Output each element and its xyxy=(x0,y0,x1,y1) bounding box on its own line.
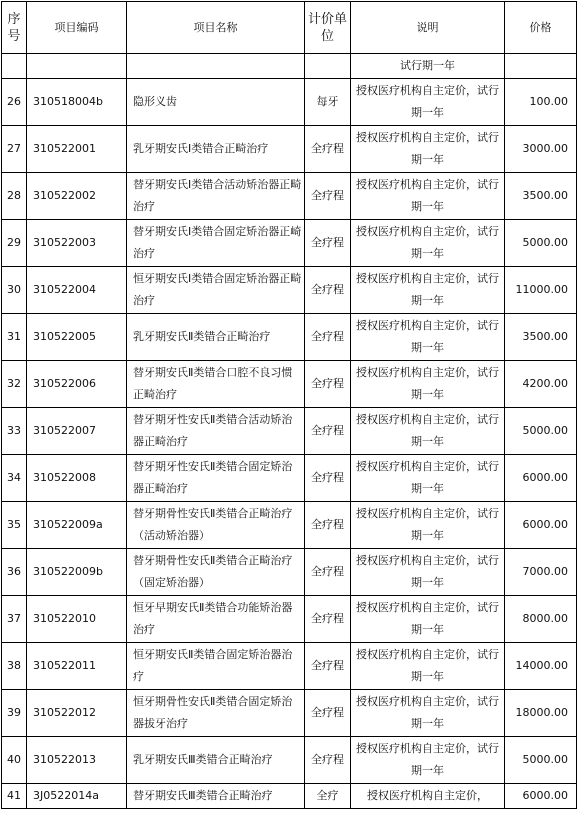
cell-code: 310522003 xyxy=(27,220,127,267)
cell-price: 5000.00 xyxy=(505,408,577,455)
cell-desc: 授权医疗机构自主定价，试行期一年 xyxy=(351,596,505,643)
cell-name: 乳牙期安氏Ⅱ类错合正畸治疗 xyxy=(127,314,305,361)
cell-unit: 全疗程 xyxy=(305,408,351,455)
cell-desc: 授权医疗机构自主定价，试行期一年 xyxy=(351,455,505,502)
cell-name: 隐形义齿 xyxy=(127,79,305,126)
cell-code: 310518004b xyxy=(27,79,127,126)
cell-index xyxy=(2,54,27,79)
header-desc: 说明 xyxy=(351,2,505,54)
table-row xyxy=(2,267,577,314)
cell-desc: 授权医疗机构自主定价，试行期一年 xyxy=(351,502,505,549)
cell-price xyxy=(505,54,577,79)
cell-price: 3000.00 xyxy=(505,126,577,173)
cell-unit: 全疗程 xyxy=(305,267,351,314)
cell-index: 26 xyxy=(2,79,27,126)
cell-name: 替牙期安氏Ⅰ类错合活动矫治器正畸治疗 xyxy=(127,173,305,220)
continuation-row xyxy=(2,54,577,79)
cell-unit: 全疗程 xyxy=(305,643,351,690)
cell-desc: 授权医疗机构自主定价，试行期一年 xyxy=(351,267,505,314)
cell-name: 恒牙期骨性安氏Ⅱ类错合固定矫治器拔牙治疗 xyxy=(127,690,305,737)
cell-desc: 授权医疗机构自主定价，试行期一年 xyxy=(351,408,505,455)
cell-index: 41 xyxy=(2,784,27,809)
cell-unit: 全疗 xyxy=(305,784,351,809)
cell-price: 5000.00 xyxy=(505,220,577,267)
cell-desc: 授权医疗机构自主定价，试行期一年 xyxy=(351,79,505,126)
cell-code: 310522004 xyxy=(27,267,127,314)
cell-index: 30 xyxy=(2,267,27,314)
cell-price: 3500.00 xyxy=(505,173,577,220)
cell-price: 3500.00 xyxy=(505,314,577,361)
table-row xyxy=(2,314,577,361)
cell-unit: 全疗程 xyxy=(305,361,351,408)
cell-name xyxy=(127,54,305,79)
cell-price: 5000.00 xyxy=(505,737,577,784)
cell-price: 6000.00 xyxy=(505,502,577,549)
cell-name: 恒牙期安氏Ⅱ类错合固定矫治器治疗 xyxy=(127,643,305,690)
cell-desc: 授权医疗机构自主定价，试行期一年 xyxy=(351,220,505,267)
cell-unit: 全疗程 xyxy=(305,126,351,173)
cell-index: 27 xyxy=(2,126,27,173)
cell-name: 替牙期骨性安氏Ⅱ类错合正畸治疗（固定矫治器） xyxy=(127,549,305,596)
cell-name: 恒牙早期安氏Ⅱ类错合功能矫治器治疗 xyxy=(127,596,305,643)
cell-price: 4200.00 xyxy=(505,361,577,408)
cell-price: 14000.00 xyxy=(505,643,577,690)
cell-unit: 全疗程 xyxy=(305,314,351,361)
table-row xyxy=(2,643,577,690)
header-row xyxy=(2,2,577,54)
cell-unit: 全疗程 xyxy=(305,220,351,267)
cell-price: 11000.00 xyxy=(505,267,577,314)
table-row xyxy=(2,549,577,596)
cell-code: 310522009b xyxy=(27,549,127,596)
cell-desc: 授权医疗机构自主定价， xyxy=(351,784,505,809)
cell-index: 37 xyxy=(2,596,27,643)
cell-code: 310522013 xyxy=(27,737,127,784)
cell-desc: 试行期一年 xyxy=(351,54,505,79)
cell-unit: 全疗程 xyxy=(305,455,351,502)
cell-desc: 授权医疗机构自主定价，试行期一年 xyxy=(351,126,505,173)
cell-code: 310522012 xyxy=(27,690,127,737)
table-row xyxy=(2,502,577,549)
cell-index: 38 xyxy=(2,643,27,690)
cell-unit: 全疗程 xyxy=(305,173,351,220)
cell-unit: 全疗程 xyxy=(305,596,351,643)
cell-price: 100.00 xyxy=(505,79,577,126)
table-row xyxy=(2,408,577,455)
cell-code: 310522010 xyxy=(27,596,127,643)
cell-name: 乳牙期安氏Ⅰ类错合正畸治疗 xyxy=(127,126,305,173)
table-row xyxy=(2,455,577,502)
cell-code: 310522008 xyxy=(27,455,127,502)
cell-name: 乳牙期安氏Ⅲ类错合正畸治疗 xyxy=(127,737,305,784)
table-row xyxy=(2,596,577,643)
cell-unit: 全疗程 xyxy=(305,502,351,549)
cell-price: 6000.00 xyxy=(505,784,577,809)
table-row xyxy=(2,79,577,126)
cell-desc: 授权医疗机构自主定价，试行期一年 xyxy=(351,361,505,408)
cell-index: 29 xyxy=(2,220,27,267)
header-name: 项目名称 xyxy=(127,2,305,54)
cell-code: 310522007 xyxy=(27,408,127,455)
cell-price: 18000.00 xyxy=(505,690,577,737)
cell-unit: 全疗程 xyxy=(305,737,351,784)
table-row xyxy=(2,784,577,809)
table-row xyxy=(2,361,577,408)
cell-name: 替牙期牙性安氏Ⅱ类错合活动矫治器正畸治疗 xyxy=(127,408,305,455)
cell-code: 310522005 xyxy=(27,314,127,361)
cell-index: 36 xyxy=(2,549,27,596)
table-row xyxy=(2,220,577,267)
cell-desc: 授权医疗机构自主定价，试行期一年 xyxy=(351,173,505,220)
header-price: 价格 xyxy=(505,2,577,54)
cell-code xyxy=(27,54,127,79)
price-table xyxy=(1,1,577,809)
cell-desc: 授权医疗机构自主定价，试行期一年 xyxy=(351,737,505,784)
cell-price: 8000.00 xyxy=(505,596,577,643)
cell-index: 34 xyxy=(2,455,27,502)
cell-desc: 授权医疗机构自主定价，试行期一年 xyxy=(351,690,505,737)
cell-index: 40 xyxy=(2,737,27,784)
cell-name: 替牙期安氏Ⅲ类错合正畸治疗 xyxy=(127,784,305,809)
cell-code: 310522002 xyxy=(27,173,127,220)
cell-unit: 全疗程 xyxy=(305,549,351,596)
cell-code: 310522001 xyxy=(27,126,127,173)
cell-index: 35 xyxy=(2,502,27,549)
cell-name: 替牙期骨性安氏Ⅱ类错合正畸治疗（活动矫治器） xyxy=(127,502,305,549)
header-unit: 计价单位 xyxy=(305,2,351,54)
cell-desc: 授权医疗机构自主定价，试行期一年 xyxy=(351,314,505,361)
cell-unit: 全疗程 xyxy=(305,690,351,737)
header-index: 序号 xyxy=(2,2,27,54)
table-row xyxy=(2,690,577,737)
cell-price: 7000.00 xyxy=(505,549,577,596)
header-code: 项目编码 xyxy=(27,2,127,54)
cell-code: 3J0522014a xyxy=(27,784,127,809)
cell-name: 替牙期安氏Ⅱ类错合口腔不良习惯正畸治疗 xyxy=(127,361,305,408)
cell-index: 31 xyxy=(2,314,27,361)
cell-desc: 授权医疗机构自主定价，试行期一年 xyxy=(351,643,505,690)
cell-code: 310522011 xyxy=(27,643,127,690)
cell-code: 310522009a xyxy=(27,502,127,549)
cell-price: 6000.00 xyxy=(505,455,577,502)
cell-unit: 每牙 xyxy=(305,79,351,126)
table-row xyxy=(2,126,577,173)
cell-index: 32 xyxy=(2,361,27,408)
cell-unit xyxy=(305,54,351,79)
cell-name: 替牙期牙性安氏Ⅱ类错合固定矫治器正畸治疗 xyxy=(127,455,305,502)
cell-desc: 授权医疗机构自主定价，试行期一年 xyxy=(351,549,505,596)
cell-index: 28 xyxy=(2,173,27,220)
cell-index: 33 xyxy=(2,408,27,455)
cell-index: 39 xyxy=(2,690,27,737)
cell-code: 310522006 xyxy=(27,361,127,408)
table-row xyxy=(2,173,577,220)
table-row xyxy=(2,737,577,784)
cell-name: 替牙期安氏Ⅰ类错合固定矫治器正崎治疗 xyxy=(127,220,305,267)
cell-name: 恒牙期安氏Ⅰ类错合固定矫治器正畸治疗 xyxy=(127,267,305,314)
